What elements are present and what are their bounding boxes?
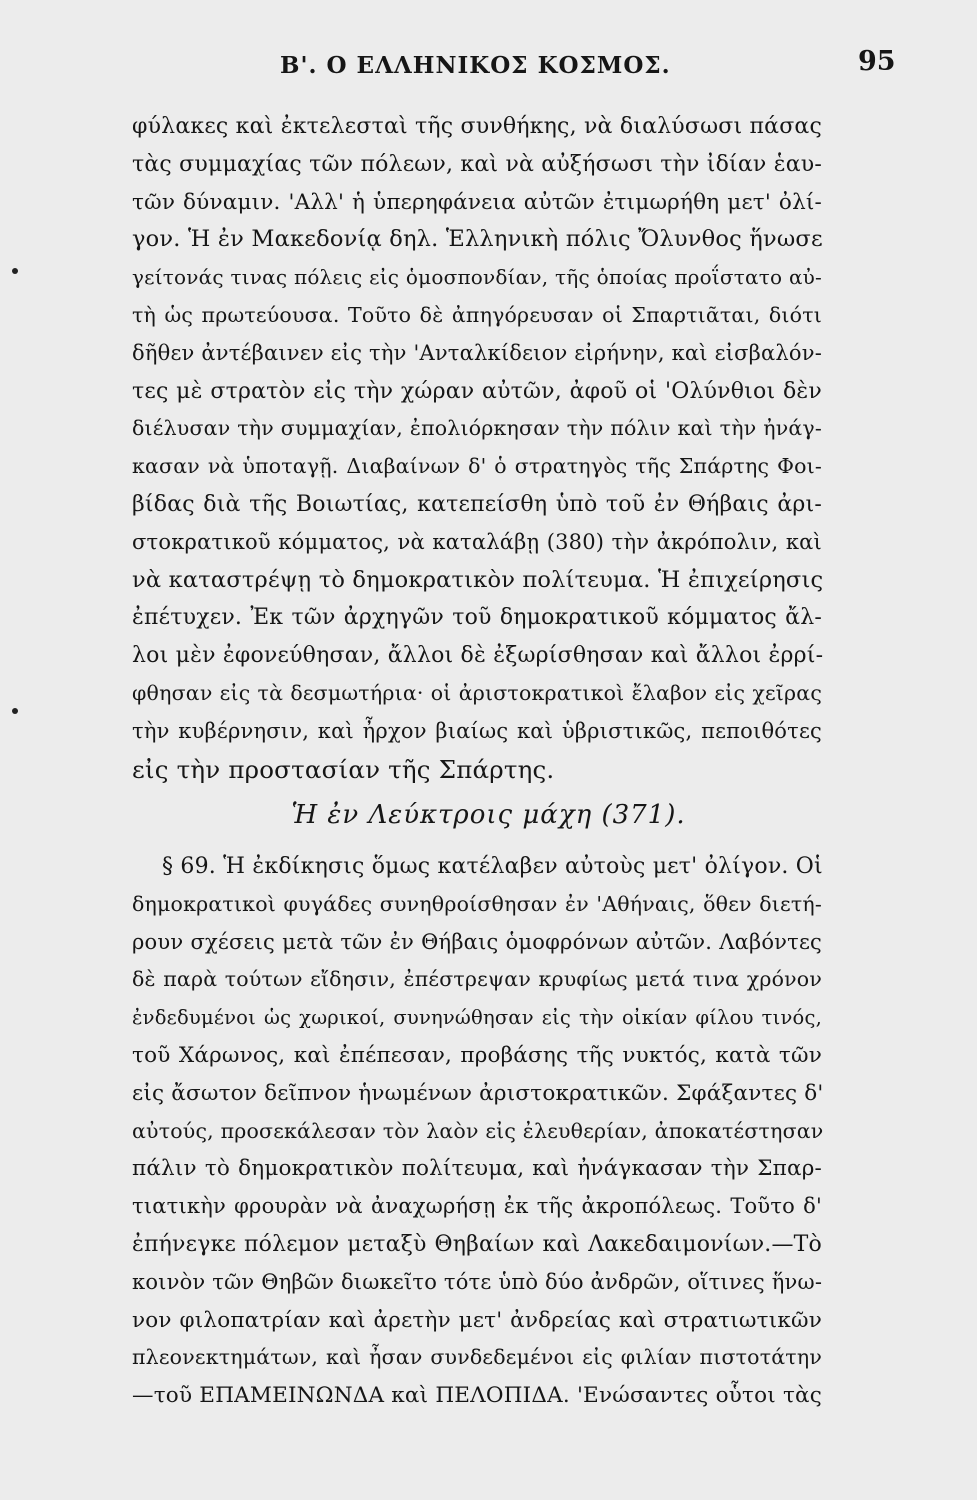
text-line: τὴν κυβέρνησιν, καὶ ἦρχον βιαίως καὶ ὑβριστικῶς, πεποιθότες [132, 718, 822, 743]
text-line: πλεονεκτημάτων, καὶ ἦσαν συνδεδεμένοι εἰς φιλίαν πιστοτάτην [132, 1345, 822, 1370]
text-line: κασαν νὰ ὑποταγῇ. Διαβαίνων δ' ὁ στρατηγὸς τῆς Σπάρτης Φοι- [132, 454, 822, 479]
text-line: γείτονάς τινας πόλεις εἰς ὁμοσπονδίαν, τῆς ὁποίας προΐστατο αὐ- [132, 265, 822, 290]
text-line: γον. Ἡ ἐν Μακεδονίᾳ δηλ. Ἑλληνικὴ πόλις Ὄλυνθος ἥνωσε [132, 226, 823, 253]
text-line: ἐνδεδυμένοι ὡς χωρικοί, συνηνώθησαν εἰς τὴν οἰκίαν φίλου τινός, [132, 1006, 822, 1030]
text-line: πάλιν τὸ δημοκρατικὸν πολίτευμα, καὶ ἠνάγκασαν τὴν Σπαρ- [132, 1156, 822, 1182]
page-number: 95 [858, 46, 896, 77]
paragraph-one [132, 108, 822, 788]
text-line: ρουν σχέσεις μετὰ τῶν ἐν Θήβαις ὁμοφρόνων αὐτῶν. Λαβόντες [132, 929, 822, 954]
text-line: δημοκρατικοὶ φυγάδες συνηθροίσθησαν ἐν 'Αθήναις, ὅθεν διετή- [132, 891, 822, 916]
text-line: ἐπήνεγκε πόλεμον μεταξὺ Θηβαίων καὶ Λακεδαιμονίων.—Τὸ [132, 1231, 822, 1257]
running-head: Β'. Ο ΕΛΛΗΝΙΚΟΣ ΚΟΣΜΟΣ. [280, 52, 671, 79]
text-line: δὲ παρὰ τούτων εἴδησιν, ἐπέστρεψαν κρυφίως μετά τινα χρόνον [132, 967, 822, 992]
text-line: νὰ καταστρέψῃ τὸ δημοκρατικὸν πολίτευμα. Ἡ ἐπιχείρησις [132, 566, 824, 593]
text-line: νον φιλοπατρίαν καὶ ἀρετὴν μετ' ἀνδρείας καὶ στρατιωτικῶν [132, 1307, 822, 1333]
text-line: τες μὲ στρατὸν εἰς τὴν χώραν αὐτῶν, ἀφοῦ οἱ 'Ολύνθιοι δὲν [132, 378, 822, 404]
text-line: διέλυσαν τὴν συμμαχίαν, ἐπολιόρκησαν τὴν πόλιν καὶ τὴν ἠνάγ- [132, 416, 822, 441]
text-line: τιατικὴν φρουρὰν νὰ ἀναχωρήσῃ ἐκ τῆς ἀκροπόλεως. Τοῦτο δ' [132, 1194, 822, 1219]
text-line: δῆθεν ἀντέβαινεν εἰς τὴν 'Ανταλκίδειον εἰρήνην, καὶ εἰσβαλόν- [132, 340, 822, 365]
text-line: φύλακες καὶ ἐκτελεσταὶ τῆς συνθήκης, νὰ διαλύσωσι πάσας [132, 114, 822, 139]
text-line: —τοῦ ΕΠΑΜΕΙΝΩΝΔΑ καὶ ΠΕΛΟΠΙΔΑ. 'Ενώσαντες οὗτοι τὰς [132, 1383, 822, 1409]
text-line: τῶν δύναμιν. 'Αλλ' ἡ ὑπερηφάνεια αὐτῶν ἐτιμωρήθη μετ' ὀλί- [132, 189, 822, 215]
margin-dot [12, 268, 18, 274]
text-line: εἰς ἄσωτον δεῖπνον ἡνωμένων ἀριστοκρατικῶν. Σφάξαντες δ' [132, 1080, 824, 1106]
text-line: τοῦ Χάρωνος, καὶ ἐπέπεσαν, προβάσης τῆς νυκτός, κατὰ τῶν [132, 1042, 822, 1068]
text-line: κοινὸν τῶν Θηβῶν διωκεῖτο τότε ὑπὸ δύο ἀνδρῶν, οἵτινες ἥνω- [132, 1269, 823, 1294]
text-line: § 69. Ἡ ἐκδίκησις ὅμως κατέλαβεν αὐτοὺς μετ' ὀλίγον. Οἱ [162, 854, 823, 879]
text-line: ἐπέτυχεν. Ἐκ τῶν ἀρχηγῶν τοῦ δημοκρατικοῦ κόμματος ἄλ- [132, 605, 822, 631]
paragraph-two [132, 848, 822, 1415]
text-line: στοκρατικοῦ κόμματος, νὰ καταλάβῃ (380) τὴν ἀκρόπολιν, καὶ [132, 529, 822, 554]
text-line: βίδας διὰ τῆς Βοιωτίας, κατεπείσθη ὑπὸ τοῦ ἐν Θήβαις ἀρι- [132, 491, 822, 517]
text-line: φθησαν εἰς τὰ δεσμωτήρια· οἱ ἀριστοκρατικοὶ ἔλαβον εἰς χεῖρας [132, 680, 822, 705]
text-line: αὐτούς, προσεκάλεσαν τὸν λαὸν εἰς ἐλευθερίαν, ἀποκατέστησαν [132, 1118, 824, 1143]
margin-dot [12, 708, 18, 714]
text-line: λοι μὲν ἐφονεύθησαν, ἄλλοι δὲ ἐξωρίσθησαν καὶ ἄλλοι ἐρρί- [132, 643, 824, 669]
text-line: τὰς συμμαχίας τῶν πόλεων, καὶ νὰ αὐξήσωσι τὴν ἰδίαν ἑαυ- [132, 151, 822, 177]
text-line: τὴ ὡς πρωτεύουσα. Τοῦτο δὲ ἀπηγόρευσαν οἱ Σπαρτιᾶται, διότι [132, 302, 822, 327]
text-line: εἰς τὴν προστασίαν τῆς Σπάρτης. [132, 754, 555, 784]
section-subheading: Ἡ ἐν Λεύκτροις μάχη (371). [291, 800, 686, 830]
